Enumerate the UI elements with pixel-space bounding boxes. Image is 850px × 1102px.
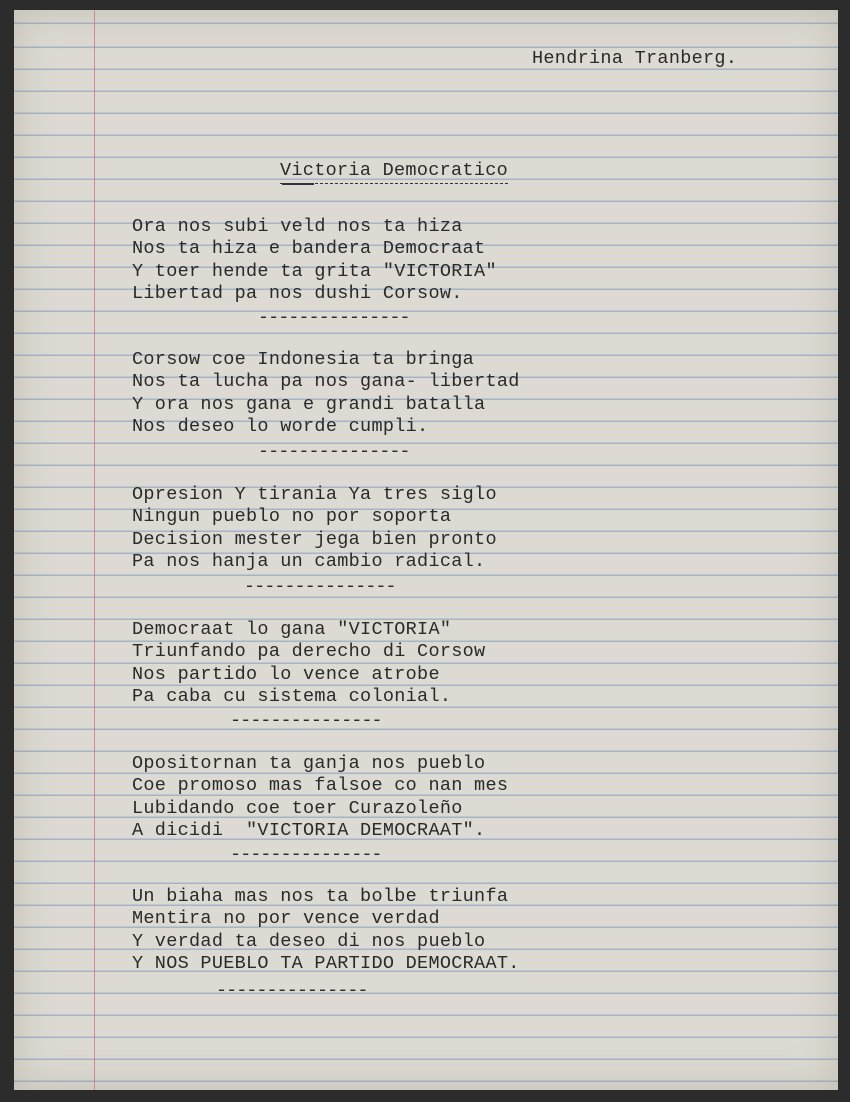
stanza-4: [132, 619, 485, 709]
stanza-separator: ---------------: [258, 441, 410, 462]
stanza-line: Nos ta hiza e bandera Democraat: [132, 238, 486, 260]
stanza-line: Pa nos hanja un cambio radical.: [132, 551, 486, 573]
stanza-line: Coe promoso mas falsoe co nan mes: [132, 775, 509, 797]
stanza-1: [132, 216, 497, 306]
stanza-line: Opositornan ta ganja nos pueblo: [132, 753, 486, 774]
stanza-line: Mentira no por vence verdad: [132, 908, 440, 930]
stanza-line: A dicidi "VICTORIA DEMOCRAAT".: [132, 820, 486, 842]
stanza-line: Ningun pueblo no por soporta: [132, 506, 452, 528]
stanza-6: [132, 886, 520, 976]
stanza-separator: ---------------: [216, 980, 368, 1001]
stanza-line: Lubidando coe toer Curazoleño: [132, 797, 463, 819]
stanza-line: Nos partido lo vence atrobe: [132, 663, 440, 685]
stanza-separator: ---------------: [244, 576, 396, 597]
stanza-line: Pa caba cu sistema colonial.: [132, 686, 452, 708]
stanza-line: Corsow coe Indonesia ta bringa: [132, 349, 475, 370]
stanza-line: Triunfando pa derecho di Corsow: [132, 641, 486, 663]
stanza-3: [132, 484, 497, 574]
stanza-line: Nos deseo lo worde cumpli.: [132, 416, 429, 438]
stanza-line: Ora nos subi veld nos ta hiza: [132, 216, 463, 237]
stanza-line: Democraat lo gana "VICTORIA": [132, 619, 452, 640]
stanza-separator: ---------------: [230, 844, 382, 865]
stanza-line: Opresion Y tirania Ya tres siglo: [132, 484, 497, 505]
typewritten-page: [14, 10, 838, 1090]
stanza-separator: ---------------: [230, 710, 382, 731]
stanza-line: Y ora nos gana e grandi batalla: [132, 393, 486, 415]
stanza-line: Un biaha mas nos ta bolbe triunfa: [132, 886, 509, 907]
stanza-separator: ---------------: [258, 307, 410, 328]
author-name: Hendrina Tranberg.: [532, 48, 738, 69]
stanza-2: [132, 349, 520, 439]
margin-line: [94, 10, 95, 1090]
title-underline-mark: [282, 183, 314, 185]
poem-title: Victoria Democratico: [280, 160, 508, 184]
stanza-line: Decision mester jega bien pronto: [132, 528, 497, 550]
stanza-line: Nos ta lucha pa nos gana- libertad: [132, 371, 520, 393]
stanza-line: Y NOS PUEBLO TA PARTIDO DEMOCRAAT.: [132, 953, 520, 975]
stanza-line: Y verdad ta deseo di nos pueblo: [132, 930, 486, 952]
stanza-line: Y toer hende ta grita "VICTORIA": [132, 260, 497, 282]
stanza-5: [132, 753, 508, 843]
stanza-line: Libertad pa nos dushi Corsow.: [132, 283, 463, 305]
